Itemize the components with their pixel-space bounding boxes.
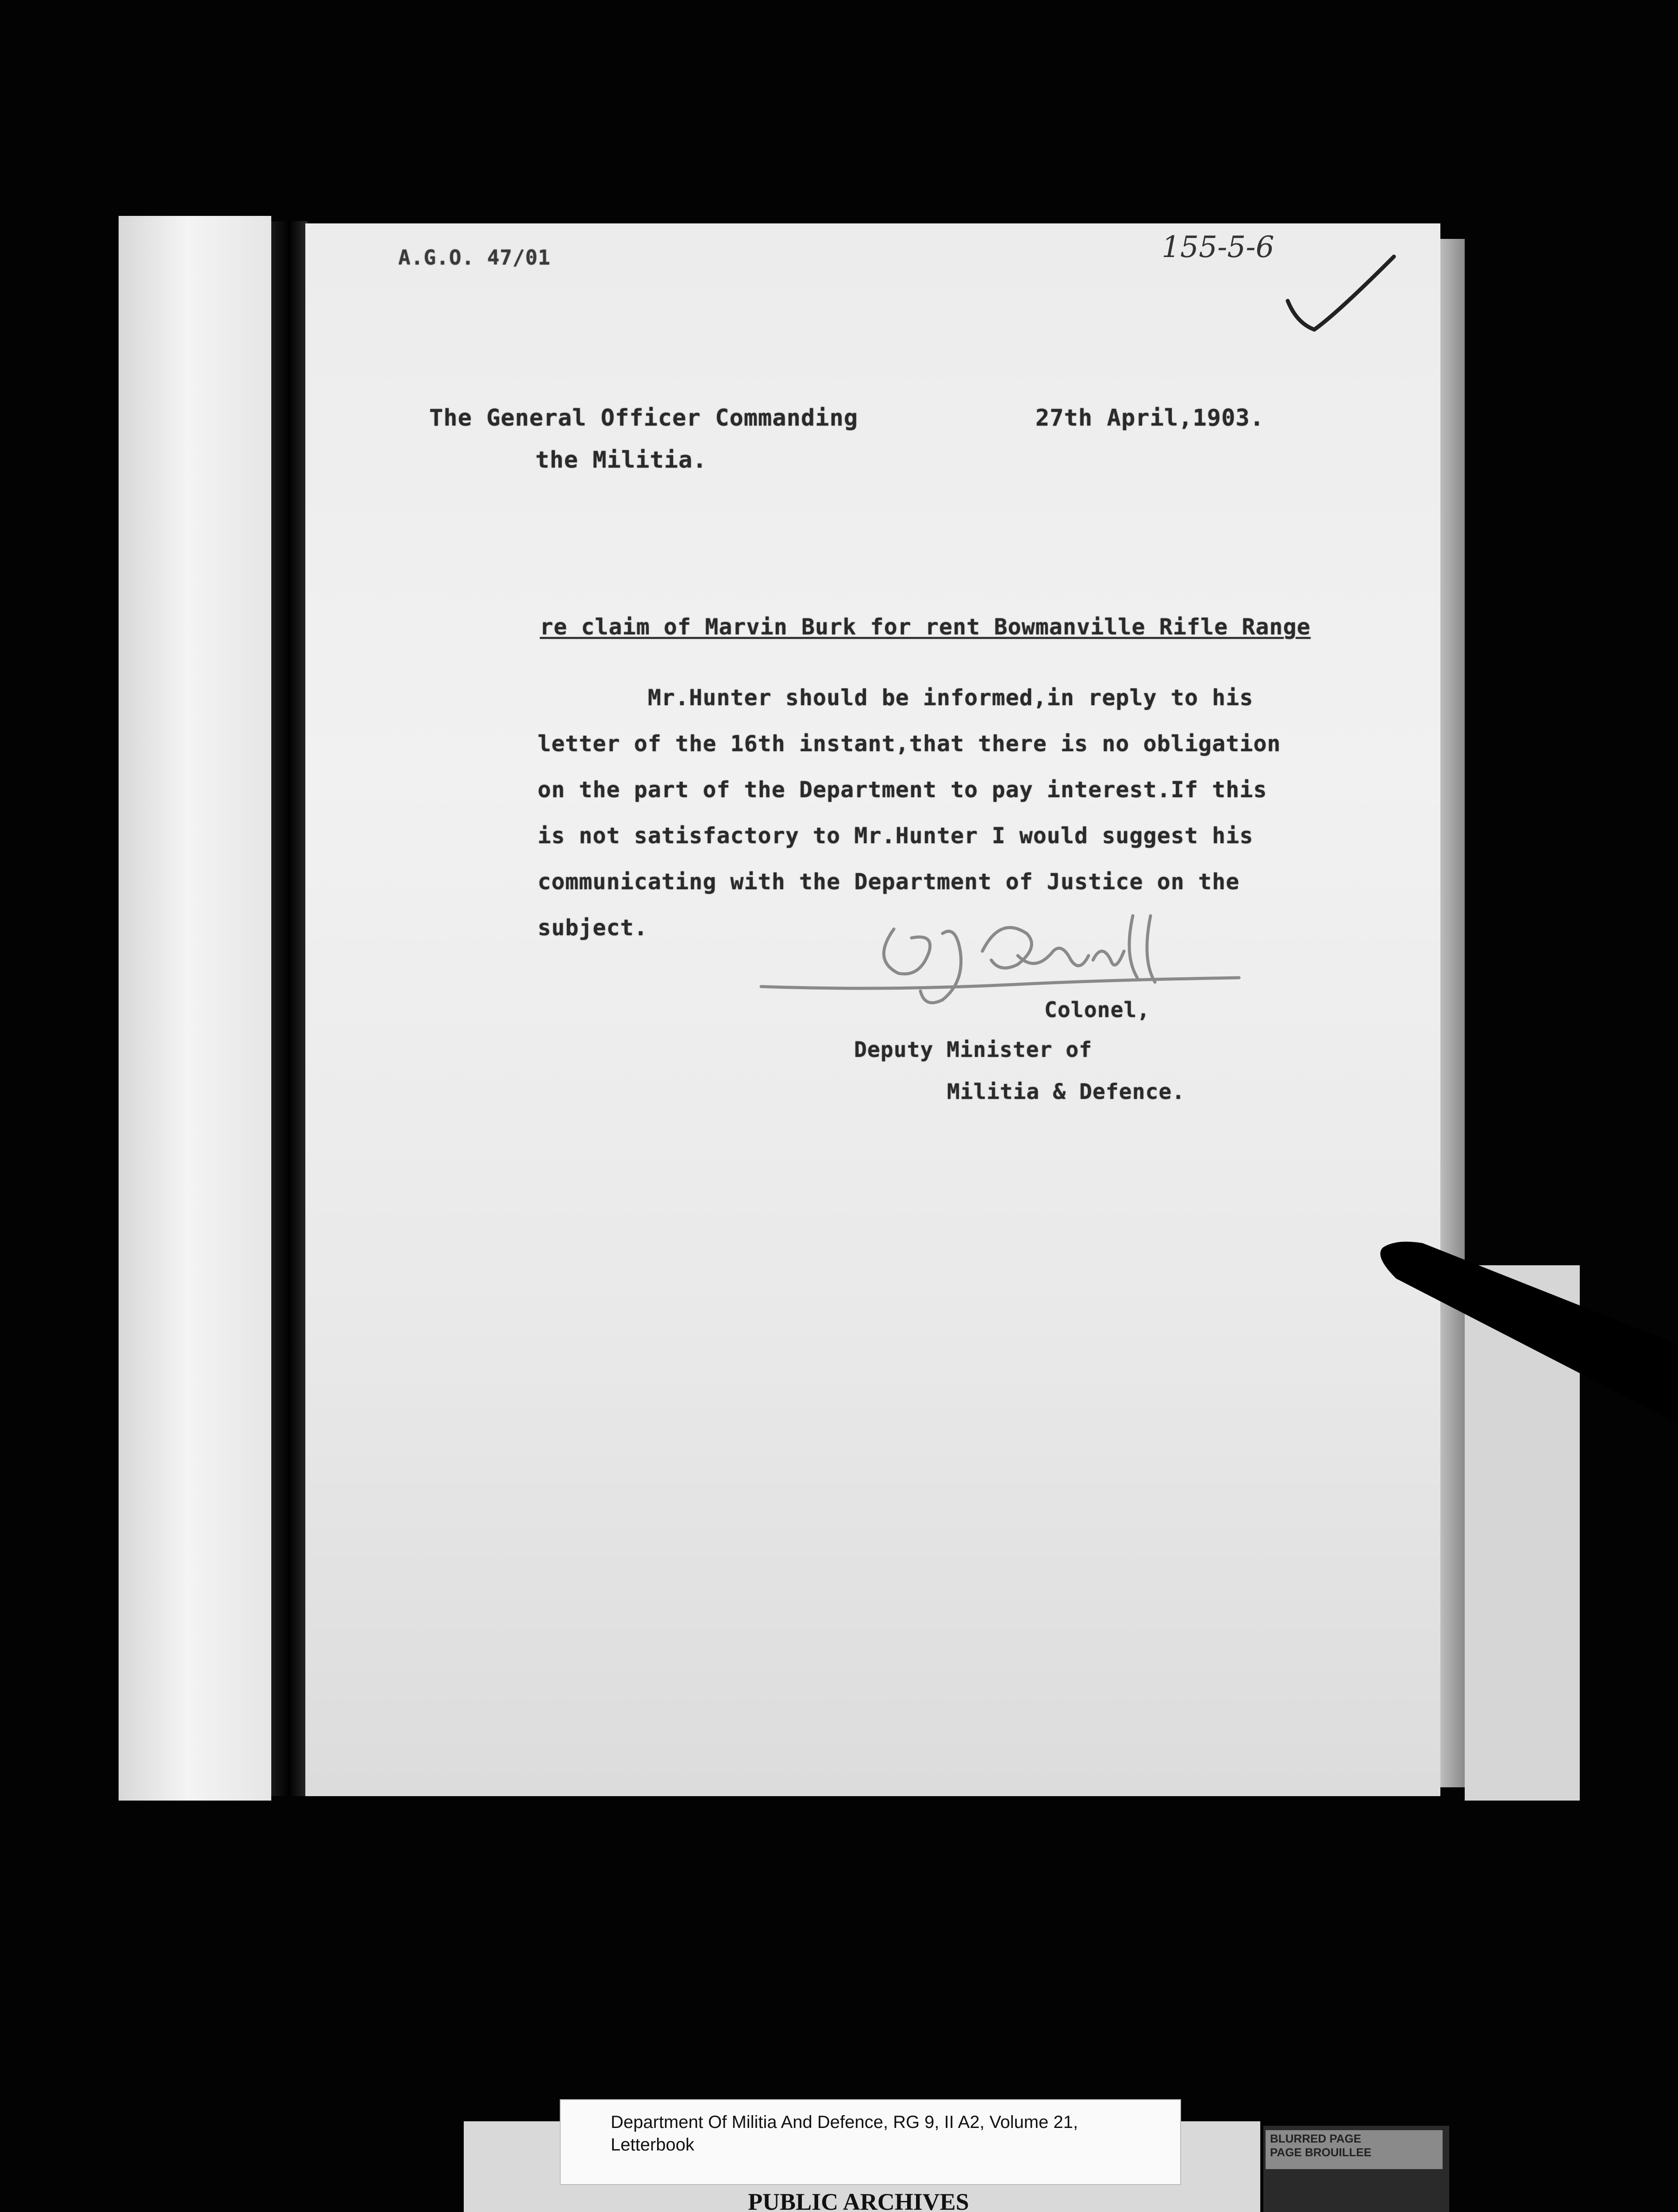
addressee-line-2: the Militia. [535,447,707,473]
sheet-edge [1440,239,1465,1787]
file-reference: A.G.O. 47/01 [398,246,551,269]
body-line: communicating with the Department of Justice on the [538,869,1240,895]
blurred-page-slip [1266,2130,1443,2169]
signatory-title-line-2: Militia & Defence. [947,1079,1185,1104]
citation-line-1: Department Of Militia And Defence, RG 9, II A2, Volume 21, [611,2112,1078,2132]
signatory-rank: Colonel, [1044,998,1151,1022]
left-binding-page [119,216,271,1801]
letter-date: 27th April,1903. [1035,405,1264,431]
handwritten-signature [752,898,1274,1031]
handwritten-folio-number: 155-5-6 [1162,230,1274,264]
pointer-stylus [1370,1239,1678,1460]
addressee-line-1: The General Officer Commanding [429,405,858,431]
body-line: letter of the 16th instant,that there is no obligation [538,731,1281,757]
body-line: subject. [538,915,648,941]
slip-line-2: PAGE BROUILLEE [1270,2146,1372,2159]
body-line: on the part of the Department to pay interest.If this [538,777,1267,803]
slip-line-1: BLURRED PAGE [1270,2132,1362,2145]
body-line: Mr.Hunter should be informed,in reply to his [538,685,1254,710]
binding-gutter [271,221,308,1796]
body-line: is not satisfactory to Mr.Hunter I would suggest his [538,823,1254,849]
signatory-title-line-1: Deputy Minister of [854,1037,1093,1062]
archive-stamp-line-1: PUBLIC ARCHIVES [748,2189,969,2212]
subject-line: re claim of Marvin Burk for rent Bowmanville Rifle Range [540,614,1311,640]
checkmark-icon [1283,248,1398,345]
citation-line-2: Letterbook [611,2135,695,2154]
